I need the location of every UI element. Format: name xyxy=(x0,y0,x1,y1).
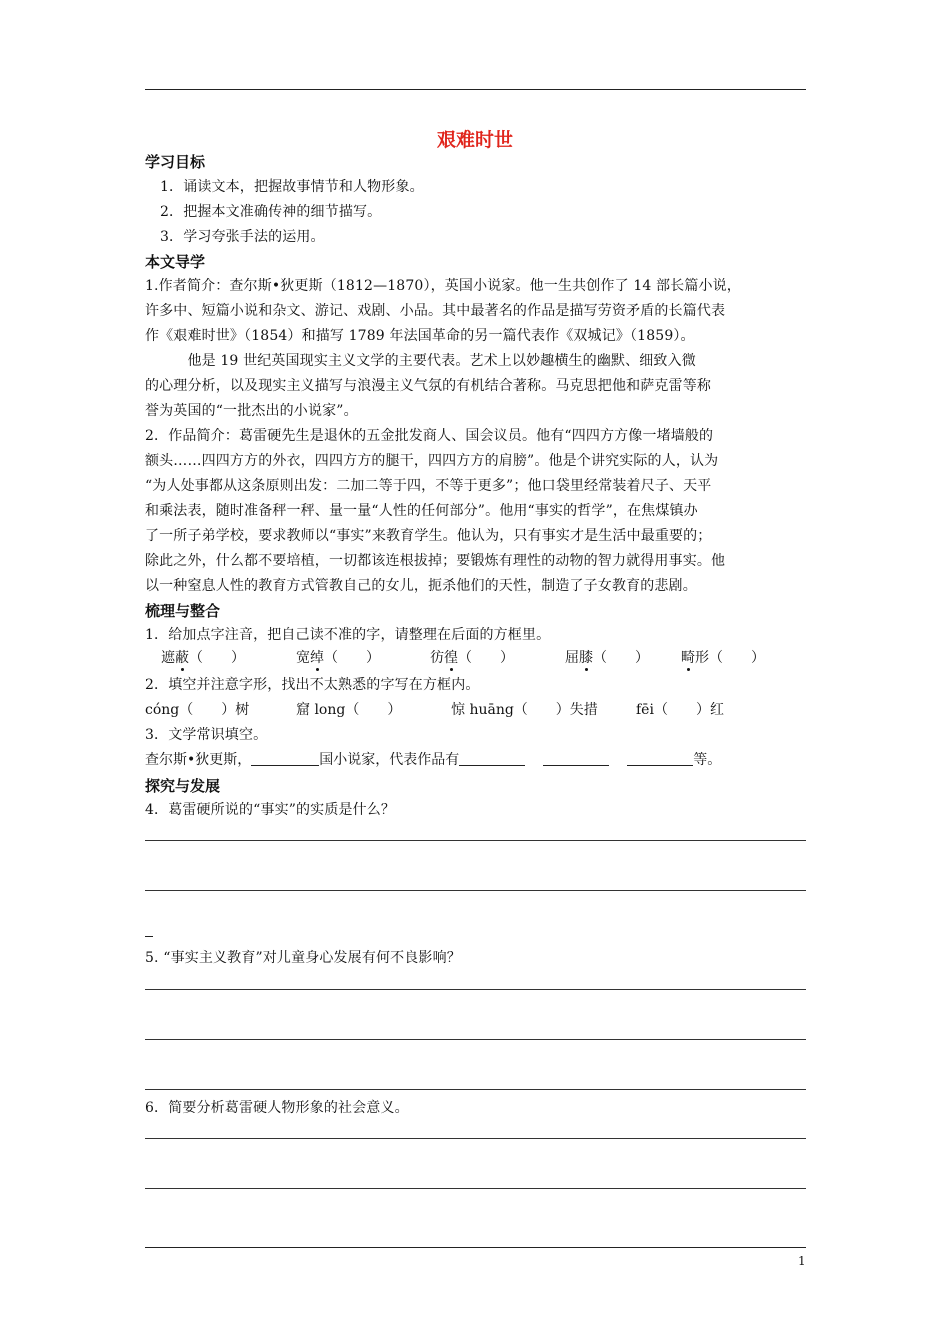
answer-line[interactable] xyxy=(145,1089,806,1090)
header-rule xyxy=(145,89,806,90)
goals-heading: 学习目标 xyxy=(145,153,206,171)
goal-item: 3．学习夸张手法的运用。 xyxy=(160,229,325,245)
author-line: 他是 19 世纪英国现实主义文学的主要代表。艺术上以妙趣横生的幽默、细致入微 xyxy=(145,353,696,369)
question-4: 4．葛雷硬所说的“事实”的实质是什么？ xyxy=(145,802,396,818)
answer-line[interactable] xyxy=(145,1138,806,1139)
work-line: 了一所子弟学校，要求教师以“事实”来教育学生。他认为，只有事实才是生活中最重要的； xyxy=(145,528,712,544)
page-title: 艰难时世 xyxy=(436,129,513,151)
pinyin-item: 宽绰（ ） xyxy=(296,650,380,666)
question-2: 2．填空并注意字形，找出不太熟悉的字写在方框内。 xyxy=(145,677,480,693)
dotted-char: 畸 xyxy=(681,650,695,666)
explore-heading: 探究与发展 xyxy=(145,777,221,795)
question-3: 3．文学常识填空。 xyxy=(145,727,268,743)
fill-item: 惊 huāng（ ）失措 xyxy=(451,702,598,718)
literature-row: 查尔斯•狄更斯， 国小说家，代表作品有 等。 xyxy=(145,752,722,768)
fill-item: 窟 long（ ） xyxy=(296,702,402,718)
work-line: “为人处事都从这条原则出发：二加二等于四，不等于更多”；他口袋里经常装着尺子、天平 xyxy=(145,478,712,494)
author-line: 作《艰难时世》（1854）和描写 1789 年法国革命的另一篇代表作《双城记》（1859）。 xyxy=(145,328,695,344)
author-line: 的心理分析，以及现实主义描写与浪漫主义气氛的有机结合著称。马克思把他和萨克雷等称 xyxy=(145,378,711,394)
fill-item: cóng（ ）树 xyxy=(145,702,250,718)
pinyin-item: 屈膝（ ） xyxy=(565,650,649,666)
work-line: 以一种窒息人性的教育方式管教自己的女儿，扼杀他们的天性，制造了子女教育的悲剧。 xyxy=(145,578,697,594)
footer-rule xyxy=(145,1247,806,1248)
dotted-char: 蔽 xyxy=(175,650,189,666)
question-6: 6．简要分析葛雷硬人物形象的社会意义。 xyxy=(145,1100,409,1116)
answer-line[interactable] xyxy=(145,1188,806,1189)
answer-line[interactable] xyxy=(145,840,806,841)
pinyin-item: 畸形（ ） xyxy=(681,650,765,666)
question-5: 5. “事实主义教育”对儿童身心发展有何不良影响？ xyxy=(145,950,461,966)
work-line: 2．作品简介：葛雷硬先生是退休的五金批发商人、国会议员。他有“四四方方像一堵墙般的 xyxy=(145,428,714,444)
answer-blank[interactable] xyxy=(627,751,693,766)
sort-heading: 梳理与整合 xyxy=(145,602,221,620)
dotted-char: 徨 xyxy=(444,650,458,666)
work-line: 和乘法表，随时准备秤一秤、量一量“人性的任何部分”。他用“事实的哲学”，在焦煤镇办 xyxy=(145,503,698,519)
work-line: 除此之外，什么都不要培植，一切都该连根拔掉；要锻炼有理性的动物的智力就得用事实。他 xyxy=(145,553,726,569)
answer-line[interactable] xyxy=(145,890,806,891)
author-line: 誉为英国的“一批杰出的小说家”。 xyxy=(145,403,358,419)
page-number: 1 xyxy=(798,1254,806,1268)
dotted-char: 膝 xyxy=(579,650,593,666)
dash-mark xyxy=(145,936,153,937)
answer-blank[interactable] xyxy=(543,751,609,766)
author-line: 1.作者简介：查尔斯•狄更斯（1812—1870），英国小说家。他一生共创作了 14 部长篇小说， xyxy=(145,278,741,294)
question-1: 1．给加点字注音，把自己读不准的字，请整理在后面的方框里。 xyxy=(145,627,551,643)
work-line: 额头……四四方方的外衣，四四方方的腿干，四四方方的肩膀”。他是个讲究实际的人，认为 xyxy=(145,453,719,469)
answer-line[interactable] xyxy=(145,989,806,990)
pinyin-item: 彷徨（ ） xyxy=(430,650,514,666)
guide-heading: 本文导学 xyxy=(145,253,206,271)
goal-item: 2．把握本文准确传神的细节描写。 xyxy=(160,204,382,220)
answer-blank[interactable] xyxy=(251,751,319,766)
answer-blank[interactable] xyxy=(459,751,525,766)
answer-line[interactable] xyxy=(145,1039,806,1040)
goal-item: 1．诵读文本，把握故事情节和人物形象。 xyxy=(160,179,424,195)
pinyin-item: 遮蔽（ ） xyxy=(161,650,245,666)
author-line: 许多中、短篇小说和杂文、游记、戏剧、小品。其中最著名的作品是描写劳资矛盾的长篇代表 xyxy=(145,303,726,319)
fill-item: fēi（ ）红 xyxy=(636,702,724,718)
dotted-char: 绰 xyxy=(310,650,324,666)
